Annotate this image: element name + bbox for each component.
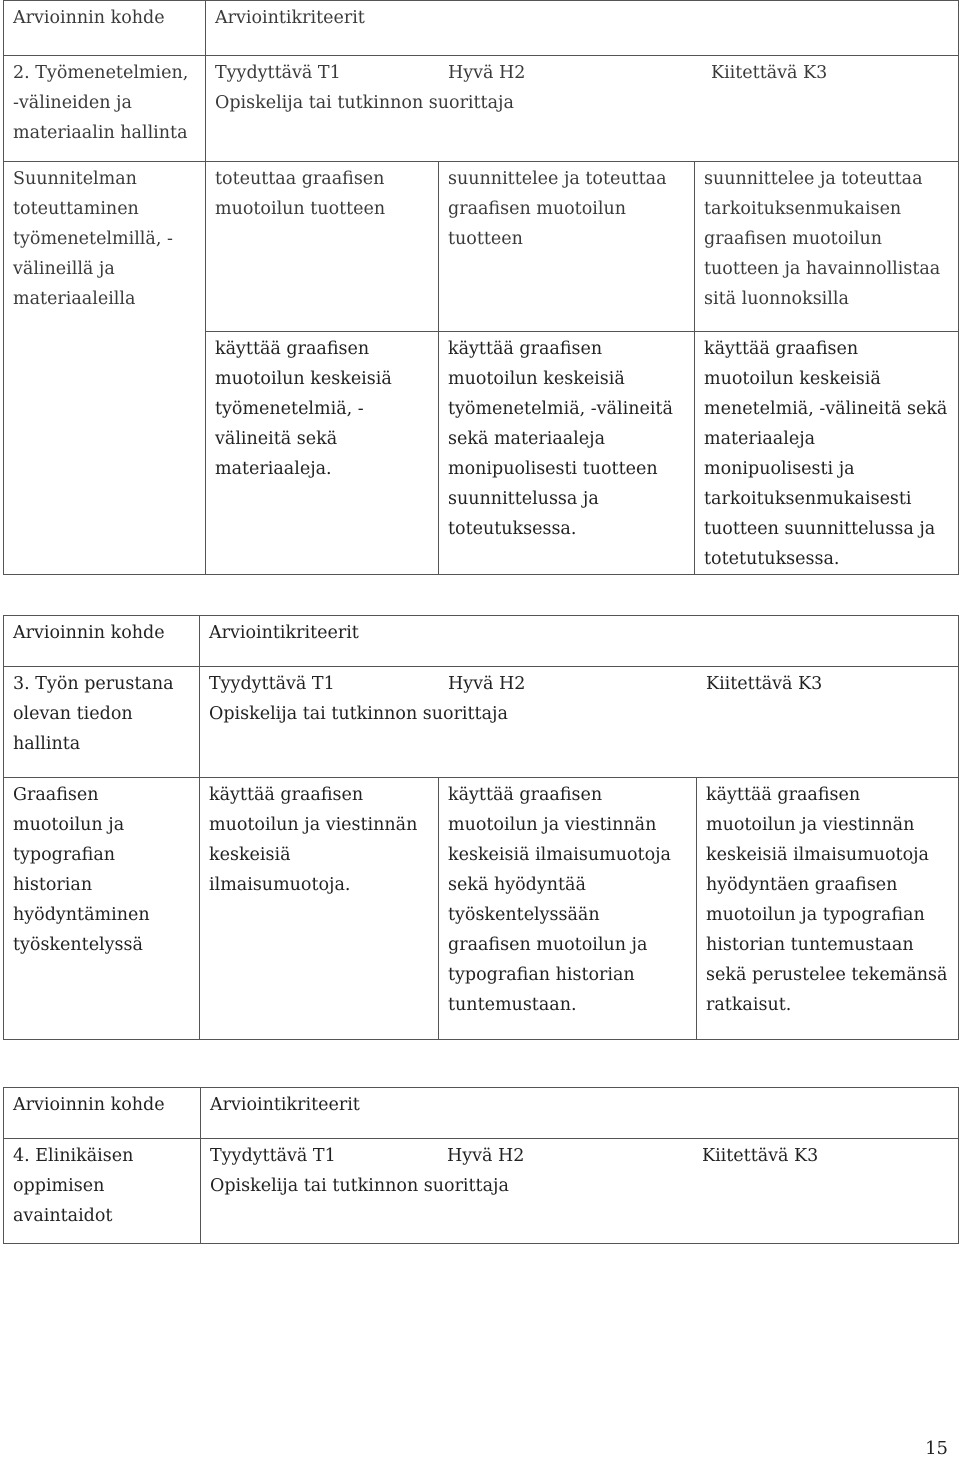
header-target-label: Arvioinnin kohde <box>4 1 206 56</box>
level-t1: Tyydyttävä T1 <box>210 1146 336 1166</box>
criteria-table-4 <box>3 1087 959 1244</box>
header-criteria-label: Arviointikriteerit <box>206 1 959 56</box>
section-row <box>4 667 959 778</box>
header-criteria-label: Arviointikriteerit <box>200 616 959 667</box>
subject-label: Opiskelija tai tutkinnon suorittaja <box>215 93 514 113</box>
table-row <box>4 778 959 1040</box>
section-row <box>4 56 959 162</box>
table-header-row <box>4 1088 959 1139</box>
level-t1: Tyydyttävä T1 <box>209 674 335 694</box>
page-number: 15 <box>925 1438 948 1459</box>
criteria-k3: käyttää graafisen muotoilun ja viestinnän keskeisiä ilmaisumuotoja hyödyntäen graafisen muotoilun ja typografian historian tuntemustaan sekä perustelee tekemänsä ratkaisut. <box>697 778 959 1040</box>
criteria-k3: suunnittelee ja toteuttaa tarkoituksenmukaisen graafisen muotoilun tuotteen ja havainnollistaa sitä luonnoksilla <box>695 162 959 332</box>
header-criteria-label: Arviointikriteerit <box>201 1088 959 1139</box>
level-h2: Hyvä H2 <box>447 1146 525 1166</box>
level-labels <box>210 1141 949 1171</box>
levels-cell <box>201 1139 959 1244</box>
subject-label: Opiskelija tai tutkinnon suorittaja <box>209 704 508 724</box>
level-t1: Tyydyttävä T1 <box>215 63 341 83</box>
subject-label: Opiskelija tai tutkinnon suorittaja <box>210 1176 509 1196</box>
level-labels <box>215 58 949 88</box>
level-k3: Kiitettävä K3 <box>702 1146 819 1166</box>
criteria-t1: käyttää graafisen muotoilun keskeisiä työmenetelmiä, -välineitä sekä materiaaleja. <box>206 332 439 575</box>
level-k3: Kiitettävä K3 <box>711 63 828 83</box>
criteria-h2: käyttää graafisen muotoilun keskeisiä työmenetelmiä, -välineitä sekä materiaaleja monipuolisesti tuotteen suunnittelussa ja toteutuksessa. <box>439 332 695 575</box>
criteria-table-3 <box>3 615 959 1040</box>
assessment-target: Suunnitelman toteuttaminen työmenetelmillä, -välineillä ja materiaaleilla <box>4 162 206 575</box>
header-target-label: Arvioinnin kohde <box>4 1088 201 1139</box>
header-target-label: Arvioinnin kohde <box>4 616 200 667</box>
criteria-k3: käyttää graafisen muotoilun keskeisiä menetelmiä, -välineitä sekä materiaaleja monipuolisesti ja tarkoituksenmukaisesti tuotteen suunnittelussa ja totetutuksessa. <box>695 332 959 575</box>
level-labels <box>209 669 949 699</box>
criteria-h2: käyttää graafisen muotoilun ja viestinnän keskeisiä ilmaisumuotoja sekä hyödyntää työskentelyssään graafisen muotoilun ja typografian historian tuntemustaan. <box>439 778 697 1040</box>
levels-cell <box>206 56 959 162</box>
level-k3: Kiitettävä K3 <box>706 674 823 694</box>
section-title: 4. Elinikäisen oppimisen avaintaidot <box>4 1139 201 1244</box>
criteria-h2: suunnittelee ja toteuttaa graafisen muotoilun tuotteen <box>439 162 695 332</box>
section-title: 2. Työmenetelmien, -välineiden ja materiaalin hallinta <box>4 56 206 162</box>
criteria-t1: käyttää graafisen muotoilun ja viestinnän keskeisiä ilmaisumuotoja. <box>200 778 439 1040</box>
assessment-target: Graafisen muotoilun ja typografian historian hyödyntäminen työskentelyssä <box>4 778 200 1040</box>
section-row <box>4 1139 959 1244</box>
level-h2: Hyvä H2 <box>448 63 526 83</box>
table-header-row <box>4 1 959 56</box>
table-header-row <box>4 616 959 667</box>
section-title: 3. Työn perustana olevan tiedon hallinta <box>4 667 200 778</box>
criteria-t1: toteuttaa graafisen muotoilun tuotteen <box>206 162 439 332</box>
levels-cell <box>200 667 959 778</box>
table-row <box>4 162 959 332</box>
level-h2: Hyvä H2 <box>448 674 526 694</box>
criteria-table-2 <box>3 0 959 575</box>
